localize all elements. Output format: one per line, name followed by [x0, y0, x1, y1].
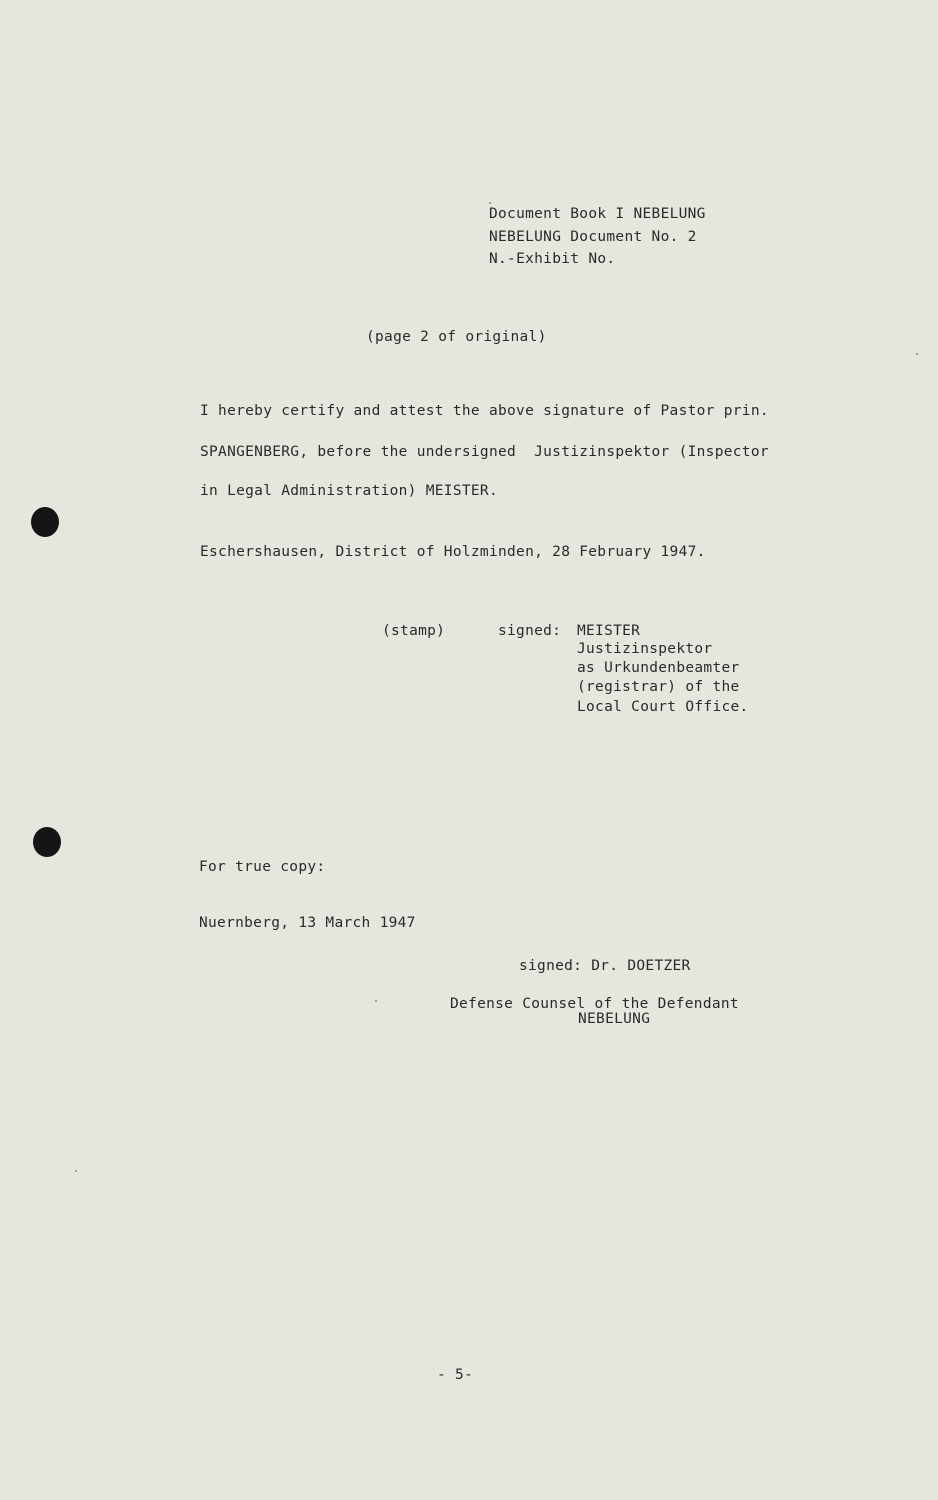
- counsel-signed: signed: Dr. DOETZER: [519, 958, 691, 974]
- certification-line-2: SPANGENBERG, before the undersigned Justizinspektor (Inspector: [200, 444, 769, 460]
- header-line-3: N.-Exhibit No.: [489, 251, 616, 267]
- paper-speck: [489, 202, 491, 204]
- place-date: Eschershausen, District of Holzminden, 28 February 1947.: [200, 544, 706, 560]
- paper-speck: [375, 1000, 377, 1002]
- counsel-title-2: NEBELUNG: [578, 1011, 651, 1027]
- header-line-2: NEBELUNG Document No. 2: [489, 229, 697, 245]
- signer-title-1: Justizinspektor: [577, 641, 713, 657]
- signer-title-4: Local Court Office.: [577, 699, 749, 715]
- true-copy: For true copy:: [199, 859, 326, 875]
- paper-speck: [916, 353, 918, 355]
- page-note: (page 2 of original): [366, 329, 547, 345]
- punch-hole-bottom: [33, 827, 61, 857]
- punch-hole-top: [31, 507, 59, 537]
- signer-title-2: as Urkundenbeamter: [577, 660, 740, 676]
- signer-title-3: (registrar) of the: [577, 679, 740, 695]
- certification-line-1: I hereby certify and attest the above signature of Pastor prin.: [200, 403, 769, 419]
- counsel-title-1: Defense Counsel of the Defendant: [450, 996, 739, 1012]
- certification-line-3: in Legal Administration) MEISTER.: [200, 483, 498, 499]
- header-line-1: Document Book I NEBELUNG: [489, 206, 706, 222]
- signer-name: MEISTER: [577, 623, 641, 639]
- copy-place-date: Nuernberg, 13 March 1947: [199, 915, 416, 931]
- stamp-label: (stamp): [382, 623, 446, 639]
- page-number: - 5-: [437, 1367, 474, 1383]
- paper-speck: [75, 1170, 77, 1172]
- signed-label: signed:: [498, 623, 562, 639]
